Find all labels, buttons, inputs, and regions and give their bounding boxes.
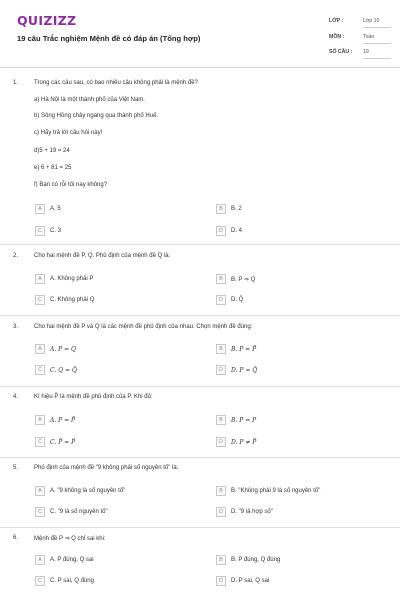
question-number: 5. — [13, 465, 19, 471]
question-number: 3. — [13, 324, 19, 330]
option-text: D. Q̄ — [231, 296, 244, 303]
option-text: A. Không phải P — [50, 275, 94, 282]
option-text: B. P đúng, Q đúng — [231, 556, 281, 563]
meta-count — [329, 45, 391, 59]
option-letter-box: C — [35, 507, 45, 517]
option-letter-box: D — [216, 507, 226, 517]
question-statement: e) 6 + 81 = 25 — [34, 165, 72, 171]
question-divider — [0, 386, 400, 387]
option-letter-box: D — [216, 226, 226, 236]
question-statement: b) Sông Hồng chảy ngang qua thành phố Huế. — [34, 113, 159, 119]
question-number: 2. — [13, 253, 19, 259]
meta-key: MÔN : — [329, 34, 345, 40]
question-statement: d)5 + 19 = 24 — [34, 148, 70, 154]
question-number: 1. — [13, 80, 19, 86]
option-letter-box: D — [216, 437, 226, 447]
question-text: Phủ định của mệnh đề "9 không phải số nguyên tố" là: — [34, 465, 179, 471]
option-letter-box: A — [35, 415, 45, 425]
option-text: C. "9 là số nguyên tố" — [50, 508, 108, 515]
question-divider — [0, 315, 400, 316]
meta-value: Lớp 10 — [363, 18, 380, 24]
option-letter-box: C — [35, 576, 45, 586]
option-text: B. P = P̄ — [231, 345, 257, 353]
option-text: C. Không phải Q — [50, 296, 95, 303]
option-text: C. P sai, Q đúng — [50, 577, 94, 584]
option-letter-box: D — [216, 576, 226, 586]
option-text: D. P sai, Q sai — [231, 577, 270, 584]
question-divider — [0, 457, 400, 458]
option-text: B. "Không phải 9 là số nguyên tố" — [231, 487, 321, 494]
option-letter-box: B — [216, 274, 226, 284]
option-text: C. Q = Q̄ — [50, 366, 77, 374]
option-text: A. 5 — [50, 205, 61, 212]
option-letter-box: C — [35, 365, 45, 375]
option-text: A. P = Q — [50, 345, 76, 353]
option-letter-box: B — [216, 415, 226, 425]
question-divider — [0, 527, 400, 528]
meta-value: Toán — [363, 34, 375, 40]
question-number: 4. — [13, 394, 19, 400]
question-divider — [0, 244, 400, 245]
option-text: B. P ⇒ Q — [231, 276, 256, 283]
option-letter-box: D — [216, 365, 226, 375]
question-text: Mệnh đề P ⇒ Q chỉ sai khi: — [34, 536, 106, 542]
meta-underline — [363, 43, 391, 44]
question-text: Cho hai mệnh đề P, Q. Phủ định của mệnh đề Q là: — [34, 253, 171, 259]
question-text: Cho hai mệnh đề P và Q là các mệnh đề phủ định của nhau. Chọn mệnh đề đúng: — [34, 324, 253, 330]
page-header — [0, 0, 400, 66]
question-text: Trong các câu sau, có bao nhiêu câu không phải là mệnh đề? — [34, 80, 198, 86]
option-text: D. "9 là hợp số" — [231, 508, 273, 515]
question-statement: c) Hãy trả lời câu hỏi này! — [34, 130, 103, 136]
option-letter-box: A — [35, 344, 45, 354]
option-text: D. 4 — [231, 227, 243, 234]
option-text: C. 3 — [50, 227, 62, 234]
question-number: 6. — [13, 535, 19, 541]
option-letter-box: A — [35, 274, 45, 284]
question-statement: f) Bạn có rỗi tối nay không? — [34, 182, 108, 188]
option-text: B. 2 — [231, 205, 242, 212]
option-letter-box: A — [35, 204, 45, 214]
option-text: D. P = Q̄ — [231, 366, 258, 374]
meta-class — [329, 14, 391, 28]
option-letter-box: B — [216, 486, 226, 496]
option-letter-box: C — [35, 226, 45, 236]
option-letter-box: C — [35, 437, 45, 447]
option-letter-box: B — [216, 204, 226, 214]
option-text: C. P̄ = P̄ — [50, 438, 76, 446]
meta-underline — [363, 58, 391, 59]
meta-value: 19 — [363, 49, 369, 55]
option-text: A. P = P̄ — [50, 416, 76, 424]
option-letter-box: C — [35, 295, 45, 305]
option-text: D. P ≠ P̄ — [231, 438, 257, 446]
option-letter-box: D — [216, 295, 226, 305]
option-letter-box: A — [35, 555, 45, 565]
option-letter-box: B — [216, 344, 226, 354]
option-text: A. P đúng, Q sai — [50, 556, 94, 563]
option-text: A. "9 không là số nguyên tố" — [50, 487, 126, 494]
meta-underline — [363, 27, 391, 28]
question-statement: a) Hà Nội là một thành phố của Việt Nam. — [34, 97, 145, 103]
question-text: Kí hiệu P̄ là mệnh đề phủ định của P. Khi đó: — [34, 394, 153, 400]
meta-key: SỐ CÂU : — [329, 49, 353, 55]
page-title: 19 câu Trắc nghiệm Mệnh đề có đáp án (Tổng hợp) — [17, 34, 201, 43]
header-divider — [0, 67, 400, 68]
option-letter-box: A — [35, 486, 45, 496]
option-letter-box: B — [216, 555, 226, 565]
meta-subject — [329, 30, 391, 44]
quizizz-logo[interactable]: QUIZIZZ — [17, 13, 77, 28]
option-text: B. P = P — [231, 416, 257, 424]
meta-key: LỚP : — [329, 18, 344, 24]
